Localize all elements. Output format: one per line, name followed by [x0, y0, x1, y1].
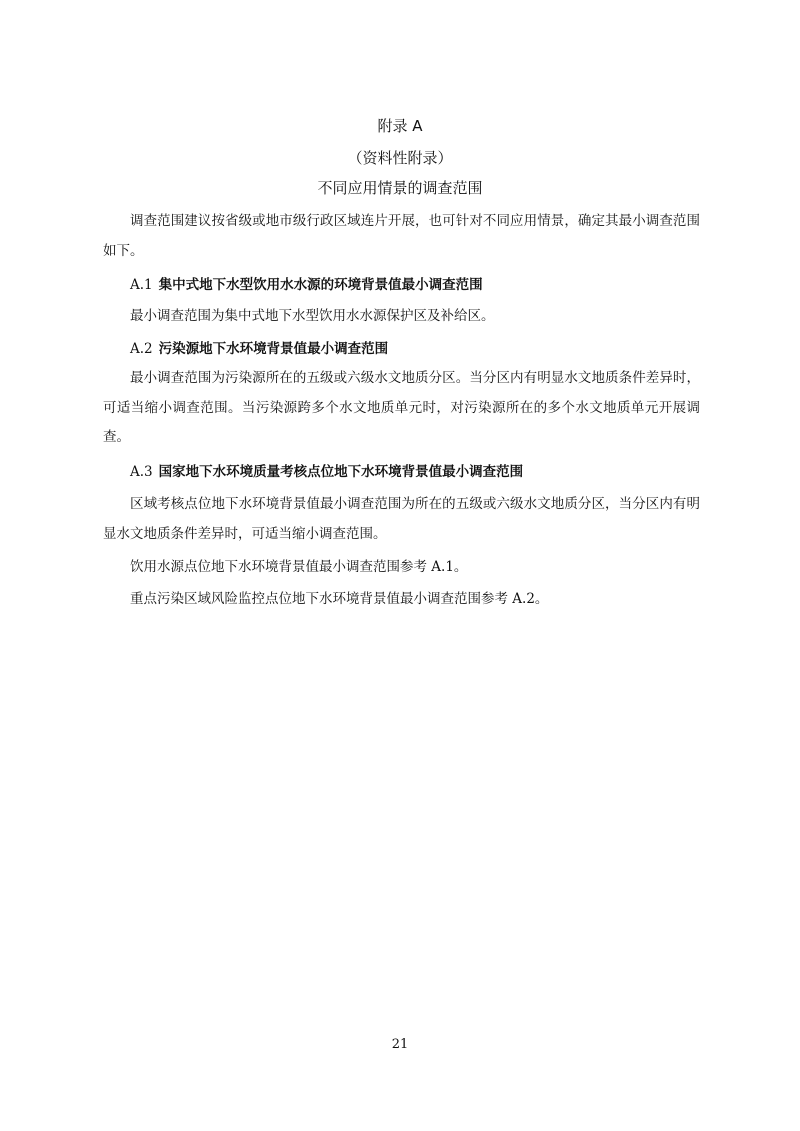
section-title: 集中式地下水型饮用水水源的环境背景值最小调查范围	[158, 277, 483, 293]
section-a3-paragraph-1: 区域考核点位地下水环境背景值最小调查范围为所在的五级或六级水文地质分区，当分区内有明显水文地质条件差异时，可适当缩小调查范围。	[103, 496, 700, 542]
intro-paragraph: 调查范围建议按省级或地市级行政区域连片开展，也可针对不同应用情景，确定其最小调查范围如下。	[103, 213, 700, 259]
section-number: A.3	[130, 464, 153, 480]
section-a3-paragraph-3: 重点污染区域风险监控点位地下水环境背景值最小调查范围参考 A.2。	[130, 591, 549, 607]
section-a3-paragraph-2: 饮用水源点位地下水环境背景值最小调查范围参考 A.1。	[130, 559, 468, 575]
appendix-label: 附录 A	[377, 117, 423, 135]
section-number: A.2	[130, 341, 153, 357]
section-heading-a1	[130, 275, 700, 295]
page-number: 21	[391, 1037, 409, 1052]
section-a1-paragraph: 最小调查范围为集中式地下水型饮用水水源保护区及补给区。	[130, 308, 495, 324]
section-heading-a2	[130, 339, 700, 359]
section-number: A.1	[130, 277, 153, 293]
section-title: 国家地下水环境质量考核点位地下水环境背景值最小调查范围	[158, 464, 524, 480]
section-title: 污染源地下水环境背景值最小调查范围	[158, 341, 389, 357]
section-a2-paragraph: 最小调查范围为污染源所在的五级或六级水文地质分区。当分区内有明显水文地质条件差异时，可适当缩小调查范围。当污染源跨多个水文地质单元时，对污染源所在的多个水文地质单元开展调查。	[103, 370, 700, 445]
appendix-title: 不同应用情景的调查范围	[317, 179, 483, 197]
section-heading-a3	[130, 462, 700, 482]
appendix-nature: （资料性附录）	[347, 149, 453, 167]
